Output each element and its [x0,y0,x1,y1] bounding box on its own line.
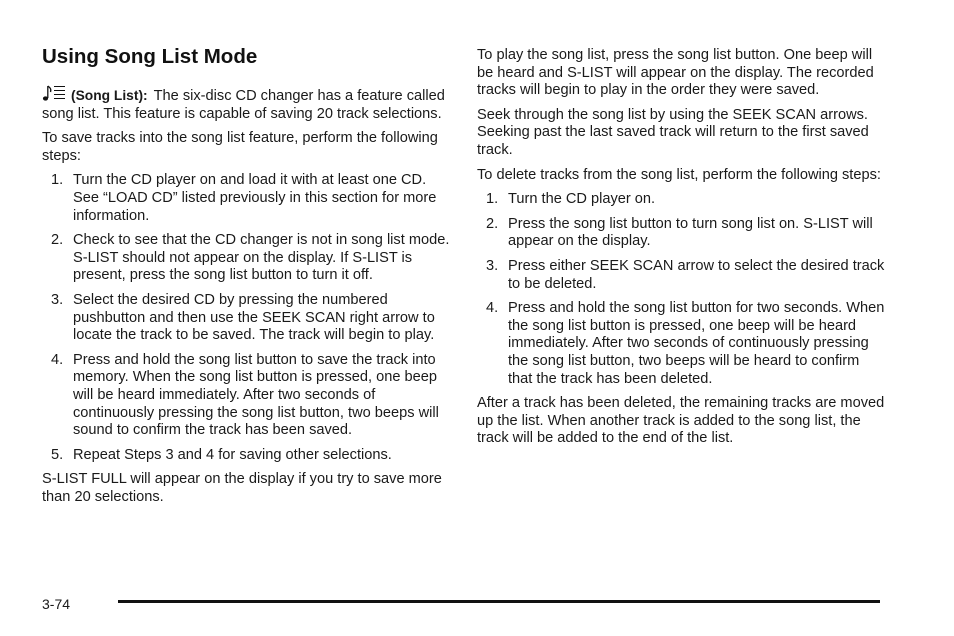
step-number: 5. [51,446,64,463]
step-text: Turn the CD player on. [508,191,656,208]
song-list-intro [42,84,450,123]
after-delete-paragraph: After a track has been deleted, the remaining tracks are moved up the list. When another track is added to the song list, the track will be added to the end of the list. [477,395,885,447]
list-item [42,352,450,440]
delete-steps-intro: To delete tracks from the song list, perform the following steps: [477,166,881,183]
list-item [42,232,450,285]
step-number: 1. [51,172,64,189]
play-song-list-paragraph: To play the song list, press the song list button. One beep will be heard and S-LIST will appear on the display. The recorded tracks will begin to play in the order they were saved. [477,47,874,99]
save-steps-intro: To save tracks into the song list feature, perform the following steps: [42,130,438,164]
footer-rule [118,600,880,603]
delete-steps-list [477,191,887,388]
step-number: 2. [51,232,64,249]
right-column [477,47,887,455]
step-text: Turn the CD player on and load it with at least one CD. See “LOAD CD” listed previously in this section for more information. [73,172,437,224]
list-item [42,172,450,225]
save-steps-list [42,172,450,464]
step-text: Select the desired CD by pressing the numbered pushbutton and then use the SEEK SCAN right arrow to locate the track to be saved. The track will begin to play. [73,291,435,344]
list-item [42,447,450,465]
section-title: Using Song List Mode [42,45,258,68]
step-text: Press the song list button to turn song list on. S-LIST will appear on the display. [508,215,873,250]
song-list-description: The six-disc CD changer has a feature called song list. This feature is capable of saving 20 track selections. [42,88,445,122]
left-column [42,44,450,513]
list-item [477,216,887,251]
list-item [477,300,887,388]
step-number: 3. [486,257,499,274]
seek-paragraph: Seek through the song list by using the SEEK SCAN arrows. Seeking past the last saved track will return to the first saved track. [477,106,869,158]
page-number: 3-74 [42,596,71,612]
list-item [42,292,450,345]
step-text: Press and hold the song list button to save the track into memory. When the song list button is pressed, one beep will be heard immediately. After two seconds of continuously pressing the song list button, two beeps will sound to confirm the track has been saved. [73,351,439,439]
step-text: Press and hold the song list button for two seconds. When the song list button is pressed, one beep will be heard immediately. After two seconds of continuously pressing the song list button, two beeps will be heard to confirm that the track has been deleted. [508,300,885,387]
step-number: 4. [51,351,64,368]
s-list-full-note: S-LIST FULL will appear on the display if you try to save more than 20 selections. [42,471,442,505]
step-text: Check to see that the CD changer is not in song list mode. S-LIST should not appear on the display. If S-LIST is present, press the song list button to turn it off. [73,232,450,284]
song-list-term: (Song List): [71,88,148,103]
list-item [477,191,887,209]
step-number: 1. [486,191,499,208]
step-number: 3. [51,291,64,308]
step-text: Repeat Steps 3 and 4 for saving other selections. [73,446,392,463]
step-number: 4. [486,300,499,317]
step-number: 2. [486,215,499,232]
list-item [477,258,887,293]
step-text: Press either SEEK SCAN arrow to select the desired track to be deleted. [508,257,885,292]
song-list-icon [42,84,66,102]
